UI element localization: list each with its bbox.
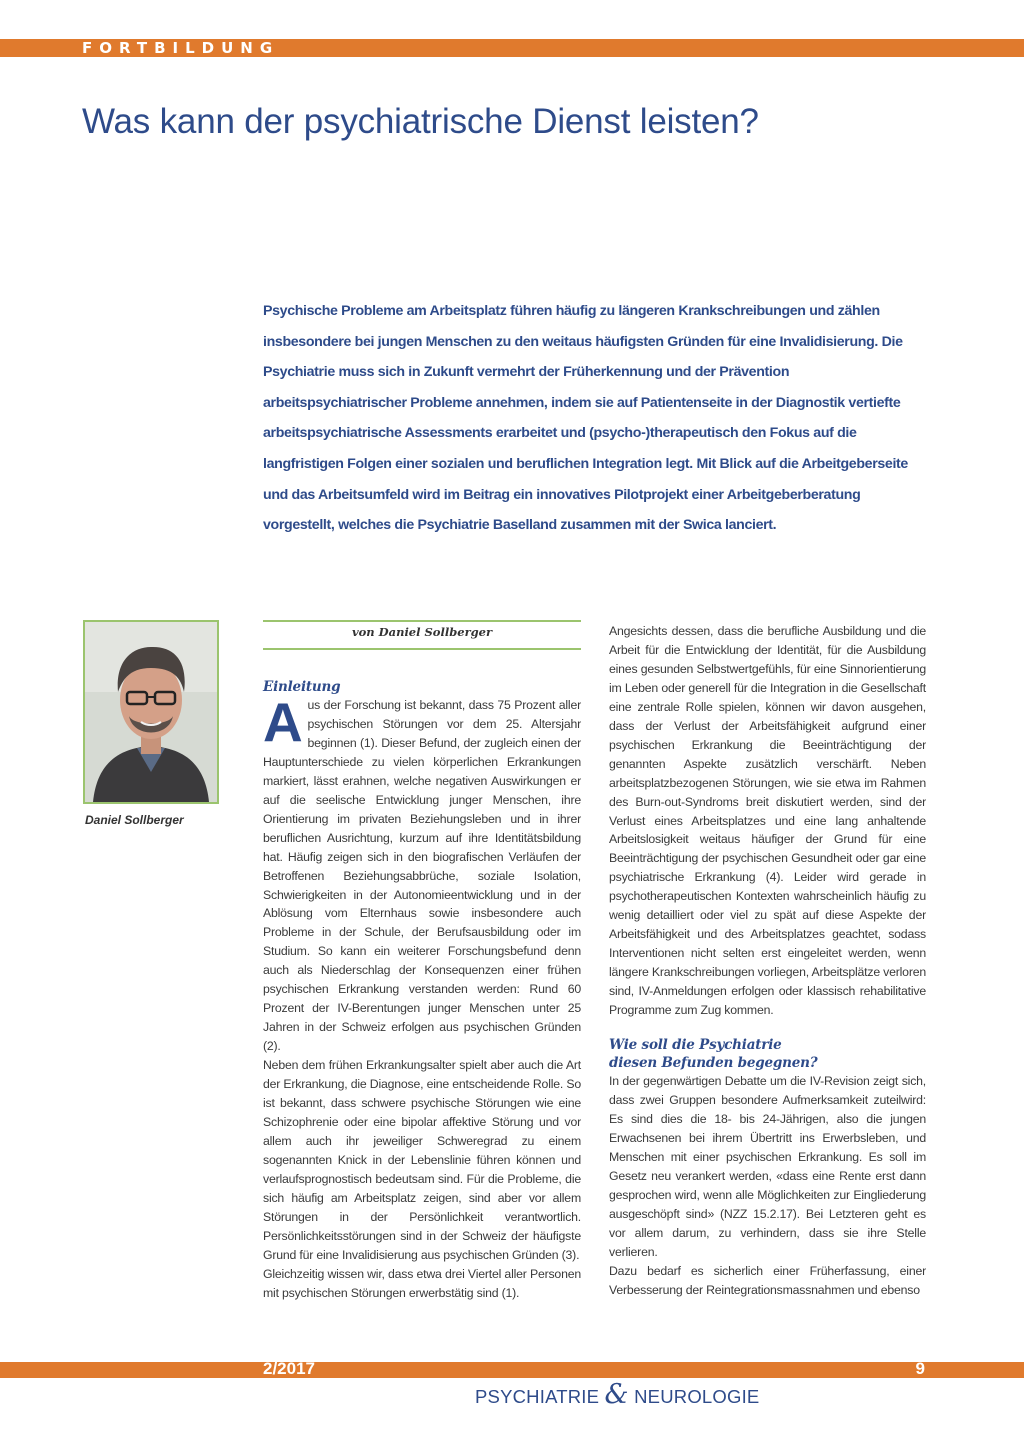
section-heading-einleitung: Einleitung bbox=[263, 679, 341, 695]
author-portrait-image bbox=[85, 622, 217, 802]
heading-line: Wie soll die Psychiatrie bbox=[609, 1037, 782, 1054]
paragraph: Gleichzeitig wissen wir, dass etwa drei Viertel aller Personen mit psychischen Störungen erwerbstätig sind (1). bbox=[263, 1266, 581, 1300]
issue-number: 2/2017 bbox=[263, 1359, 315, 1378]
journal-name bbox=[475, 1380, 759, 1412]
paragraph-text: us der Forschung ist bekannt, dass 75 Prozent aller psychischen Störungen vor dem 25. Altersjahr beginnen (1). Dieser Befund, der zugleich einen der Hauptunterschiede zu vielen körperlichen Erkrankungen markiert, lässt erahnen, welche negativen Auswirkungen er auf die seelische Entwicklung junger Menschen, ihre Orientierung im privaten Beziehungsleben und in ihrer beruflichen Ausrichtung, kurzum auf ihre Identitätsbildung hat. Häufig zeigen sich in den biografischen Verläufen der Betroffenen Beziehungsabbrüche, soziale Isolation, Schwierigkeiten in der Autonomieentwicklung und in der Ablösung vom Elternhaus sowie insbesondere auch Probleme in der Schule, der Berufsausbildung oder im Studium. So kann ein weiterer Forschungsbefund denn auch als Niederschlag der Konsequenzen einer frühen psychischen Erkrankung verstanden werden: Rund 60 Prozent der IV-Berentungen junger Menschen unter 25 Jahren in der Schweiz erfolgen aus psychischen Gründen (2). bbox=[263, 698, 581, 1054]
paragraph: Angesichts dessen, dass die berufliche Ausbildung und die Arbeit für die Entwicklung der Identität, für die Ausbildung eines gesunden Selbstwertgefühls, für eine Sinnorientierung im Leben oder generell für die Integration in die Gesellschaft eine zentrale Rolle spielen, können wir davon ausgehen, dass der Verlust der Arbeitsfähigkeit aufgrund einer psychischen Erkrankung die Beeinträchtigung der genannten Aspekte zusätzlich verschärft. Neben arbeitsplatzbezogenen Störungen, wie sie etwa im Rahmen des Burn-out-Syndroms breit diskutiert werden, sind der Verlust eines Arbeitsplatzes und eine lang anhaltende Arbeitslosigkeit weitaus häufiger der Grund für eine Beeinträchtigung der psychischen Gesundheit oder gar eine psychiatrische Erkrankung (4). Leider wird gerade in psychotherapeutischen Kontexten wahrscheinlich häufig zu wenig detailliert oder viel zu spät auf diese Aspekte der Arbeitsfähigkeit und des Arbeitsplatzes geachtet, sodass Interventionen nicht selten erst eingeleitet werden, wenn längere Krankschreibungen vorliegen, Arbeitsplätze verloren sind, IV-Anmeldungen erfolgen oder klassisch rehabilitative Programme zum Zug kommen. bbox=[609, 624, 926, 1018]
section-label: FORTBILDUNG bbox=[82, 39, 280, 57]
article-column-1 bbox=[263, 678, 581, 1303]
section-heading-psychiatrie bbox=[609, 1036, 926, 1072]
author-photo bbox=[83, 620, 219, 804]
journal-name-part: PSYCHIATRIE bbox=[475, 1386, 600, 1407]
byline-bottom-rule bbox=[263, 648, 581, 650]
drop-cap: A bbox=[263, 691, 303, 753]
paragraph: Dazu bedarf es sicherlich einer Früherfassung, einer Verbesserung der Reintegrationsmassnahmen und ebenso bbox=[609, 1263, 926, 1297]
byline-top-rule bbox=[263, 620, 581, 622]
article-title: Was kann der psychiatrische Dienst leisten? bbox=[82, 102, 759, 141]
paragraph: In der gegenwärtigen Debatte um die IV-Revision zeigt sich, dass zwei Gruppen besondere Aufmerksamkeit zuteilwird: Es sind dies die 18- bis 24-Jährigen, also die jungen Erwachsenen bei ihrem Übertritt ins Erwerbsleben, und Menschen mit einer psychischen Erkrankung. Es soll im Gesetz neu verankert werden, «dass eine Rente erst dann gesprochen wird, wenn alle Möglichkeiten zur Eingliederung ausgeschöpft sind» (NZZ 15.2.17). Bei Letzteren geht es vor allem darum, zu verhindern, dass sie ihre Stelle verlieren. bbox=[609, 1074, 926, 1259]
paragraph: Neben dem frühen Erkrankungsalter spielt aber auch die Art der Erkrankung, die Diagnose, eine entscheidende Rolle. So ist bekannt, dass schwere psychische Störungen wie eine Schizophrenie oder eine bipolar affektive Störung und vor allem auch ihr jeweiliger Schweregrad zu einem sogenannten Knick in der Lebenslinie führen können und verlaufsprognostisch bedeutsam sind. Für die Probleme, die sich häufig am Arbeitsplatz zeigen, sind aber vor allem Störungen in der Persönlichkeit verantwortlich. Persönlichkeitsstörungen sind in der Schweiz der häufigste Grund für eine Invalidisierung aus psychischen Gründen (3). bbox=[263, 1058, 581, 1262]
ampersand-glyph: & bbox=[604, 1379, 629, 1410]
journal-name-part: NEUROLOGIE bbox=[634, 1386, 760, 1407]
paragraph bbox=[263, 691, 581, 1056]
author-byline: von Daniel Sollberger bbox=[351, 625, 493, 639]
heading-line: diesen Befunden begegnen? bbox=[609, 1055, 818, 1072]
article-lead: Psychische Probleme am Arbeitsplatz führen häufig zu längeren Krankschreibungen und zählen insbesondere bei jungen Menschen zu den weitaus häufigsten Gründen für eine Invalidisierung. Die Psychiatrie muss sich in Zukunft vermehrt der Früherkennung und der Prävention arbeitspsychiatrischer Probleme annehmen, indem sie auf Patientenseite in der Diagnostik vertiefte arbeitspsychiatrische Assessments erarbeitet und (psycho-)therapeutisch den Fokus auf die langfristigen Folgen einer sozialen und beruflichen Integration legt. Mit Blick auf die Arbeitgeberseite und das Arbeitsumfeld wird im Beitrag ein innovatives Pilotprojekt einer Arbeitgeberberatung vorgestellt, welches die Psychiatrie Baselland zusammen mit der Swica lanciert. bbox=[263, 303, 908, 534]
article-column-2 bbox=[609, 622, 926, 1299]
photo-caption: Daniel Sollberger bbox=[85, 813, 184, 827]
page-number: 9 bbox=[915, 1359, 925, 1378]
bottom-accent-bar bbox=[0, 1362, 1024, 1378]
